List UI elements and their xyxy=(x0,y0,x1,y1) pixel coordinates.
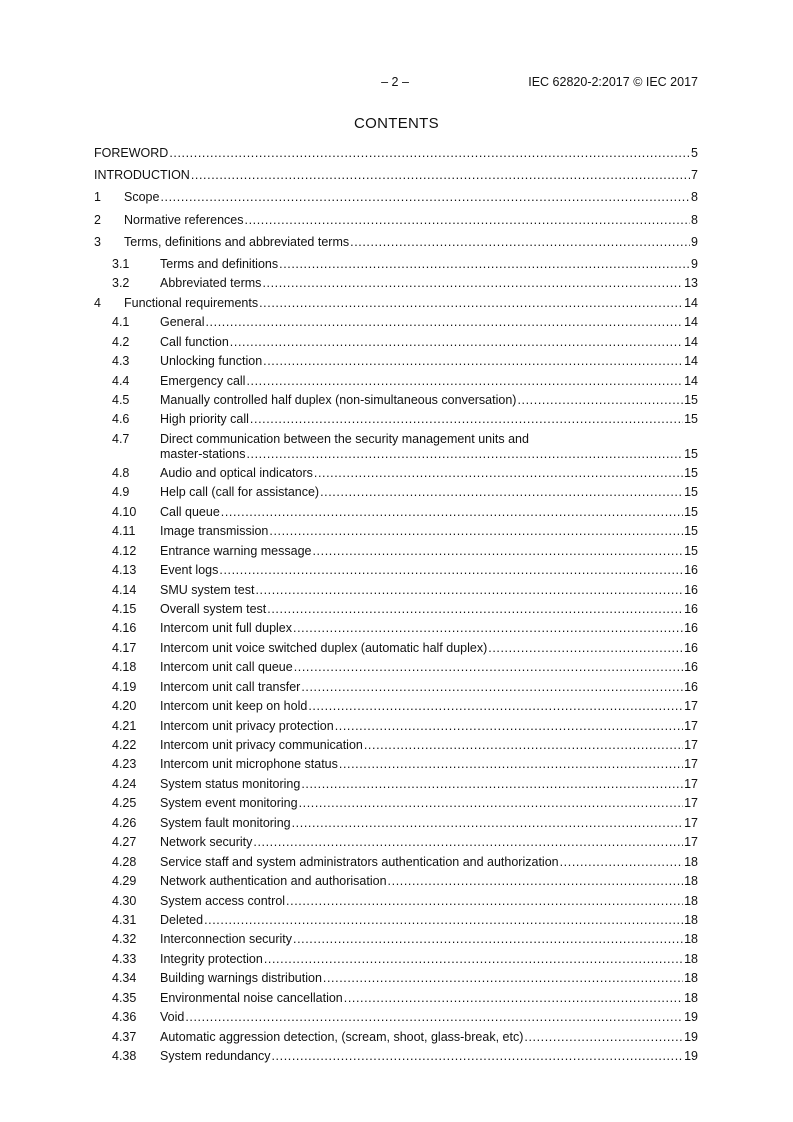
toc-entry[interactable] xyxy=(94,466,698,485)
toc-entry-body xyxy=(160,466,698,481)
toc-entry-body xyxy=(160,699,698,714)
toc-entry-page: 17 xyxy=(684,835,698,850)
toc-entry-number: 4.3 xyxy=(112,354,130,369)
table-of-contents xyxy=(94,146,698,1068)
toc-entry-number: 4.20 xyxy=(112,699,137,714)
toc-entry-title: Intercom unit call queue xyxy=(160,660,293,675)
toc-entry-title: Functional requirements xyxy=(124,295,259,310)
dot-leader xyxy=(160,190,690,205)
toc-entry-body xyxy=(160,894,698,909)
toc-entry-body xyxy=(160,485,698,500)
toc-entry[interactable] xyxy=(94,602,698,621)
toc-entry-page: 14 xyxy=(684,315,698,330)
toc-entry-title: Scope xyxy=(124,190,160,205)
toc-entry-page: 16 xyxy=(684,621,698,636)
toc-entry-number: 4.15 xyxy=(112,601,137,616)
toc-entry[interactable] xyxy=(94,354,698,373)
toc-entry-title: Intercom unit privacy communication xyxy=(160,738,363,752)
toc-entry-number: 3.2 xyxy=(112,276,130,291)
dot-leader xyxy=(255,583,683,598)
toc-entry-number: 4.29 xyxy=(112,874,137,889)
toc-entry-page: 9 xyxy=(691,256,698,271)
toc-entry-page: 18 xyxy=(684,893,698,908)
toc-entry-body xyxy=(160,680,698,695)
toc-entry-page: 9 xyxy=(691,234,698,249)
dot-leader xyxy=(269,524,683,539)
toc-entry[interactable] xyxy=(94,563,698,582)
dot-leader xyxy=(293,932,683,947)
toc-entry-title: Audio and optical indicators xyxy=(160,465,313,480)
toc-entry-body xyxy=(160,354,698,369)
toc-entry-title: FOREWORD xyxy=(94,146,169,160)
toc-entry-number: 4.31 xyxy=(112,912,137,927)
toc-entry-body xyxy=(124,235,698,250)
dot-leader xyxy=(312,544,683,559)
toc-entry-number: 4.19 xyxy=(112,679,137,694)
toc-entry-page: 18 xyxy=(684,951,698,966)
dot-leader xyxy=(219,563,683,578)
dot-leader xyxy=(259,296,683,311)
toc-entry[interactable] xyxy=(94,835,698,854)
toc-entry[interactable] xyxy=(94,485,698,504)
toc-entry-number: 4.34 xyxy=(112,971,137,986)
toc-entry-number: 4 xyxy=(94,295,101,310)
toc-entry-body xyxy=(124,190,698,205)
dot-leader xyxy=(344,991,683,1006)
dot-leader xyxy=(267,602,683,617)
toc-entry[interactable] xyxy=(94,913,698,932)
toc-entry-number: 3 xyxy=(94,234,101,249)
toc-entry[interactable] xyxy=(94,757,698,776)
dot-leader xyxy=(185,1010,683,1025)
toc-entry[interactable] xyxy=(94,874,698,893)
toc-entry-body xyxy=(160,1049,698,1064)
toc-entry-title: Intercom unit full duplex xyxy=(160,621,293,636)
toc-entry-number: 4.11 xyxy=(112,524,136,539)
toc-entry-page: 17 xyxy=(684,815,698,830)
toc-entry-body xyxy=(160,432,698,462)
dot-leader xyxy=(264,952,683,967)
toc-entry[interactable] xyxy=(94,190,698,212)
toc-entry-page: 17 xyxy=(684,776,698,791)
toc-entry-body xyxy=(160,835,698,850)
dot-leader xyxy=(488,641,683,656)
toc-entry[interactable] xyxy=(94,816,698,835)
toc-entry[interactable] xyxy=(94,777,698,796)
toc-entry-title: Abbreviated terms xyxy=(160,276,262,291)
toc-entry-number: 4.33 xyxy=(112,951,137,966)
toc-entry-title: Manually controlled half duplex (non-simultaneous conversation) xyxy=(160,393,517,407)
toc-entry-page: 16 xyxy=(684,582,698,597)
toc-entry-body xyxy=(160,738,698,753)
dot-leader xyxy=(314,466,683,481)
dot-leader xyxy=(205,315,683,330)
toc-entry-number: 4.9 xyxy=(112,485,130,500)
toc-entry-title: SMU system test xyxy=(160,582,255,597)
toc-entry-page: 17 xyxy=(684,757,698,772)
dot-leader xyxy=(293,621,683,636)
toc-entry-body xyxy=(160,971,698,986)
toc-entry-title: Terms and definitions xyxy=(160,256,279,271)
toc-entry-body xyxy=(160,544,698,559)
toc-entry-page: 5 xyxy=(691,146,698,160)
toc-entry-title: Service staff and system administrators authentication and authorization xyxy=(160,854,559,869)
toc-entry-number: 4.32 xyxy=(112,932,137,947)
toc-entry-number: 4.27 xyxy=(112,835,137,850)
toc-entry-page: 19 xyxy=(684,1049,698,1063)
toc-entry-number: 4.13 xyxy=(112,563,137,578)
toc-entry-title: Network authentication and authorisation xyxy=(160,874,387,889)
toc-entry-number: 4.5 xyxy=(112,393,130,407)
toc-entry-page: 14 xyxy=(684,373,698,388)
dot-leader xyxy=(301,777,683,792)
toc-entry[interactable] xyxy=(94,315,698,334)
toc-entry-title: master-stations xyxy=(160,446,246,461)
toc-entry[interactable] xyxy=(94,432,698,466)
toc-entry-page: 14 xyxy=(684,295,698,310)
toc-entry-body xyxy=(160,855,698,870)
dot-leader xyxy=(292,816,683,831)
toc-entry-title: Call function xyxy=(160,334,229,349)
toc-entry[interactable] xyxy=(94,146,698,168)
toc-entry-body xyxy=(160,777,698,792)
toc-entry-title: Void xyxy=(160,1010,185,1025)
toc-entry[interactable] xyxy=(94,952,698,971)
toc-entry-title: Help call (call for assistance) xyxy=(160,485,320,500)
toc-entry-page: 19 xyxy=(684,1010,698,1025)
toc-entry-number: 4.10 xyxy=(112,504,137,519)
dot-leader xyxy=(245,213,691,228)
toc-entry-body xyxy=(160,412,698,427)
toc-entry-body xyxy=(160,257,698,272)
toc-entry-body xyxy=(160,641,698,656)
toc-entry[interactable] xyxy=(94,583,698,602)
toc-entry[interactable] xyxy=(94,168,698,190)
toc-entry-body xyxy=(160,374,698,389)
toc-entry-page: 18 xyxy=(684,854,698,869)
toc-entry[interactable] xyxy=(94,641,698,660)
toc-entry-page: 16 xyxy=(684,660,698,675)
dot-leader xyxy=(279,257,690,272)
toc-entry-page: 18 xyxy=(684,971,698,986)
dot-leader xyxy=(169,146,690,161)
toc-entry-page: 8 xyxy=(691,212,698,227)
toc-entry[interactable] xyxy=(94,855,698,874)
toc-entry-page: 16 xyxy=(684,563,698,578)
toc-entry[interactable] xyxy=(94,680,698,699)
dot-leader xyxy=(271,1049,683,1064)
toc-entry-title: Interconnection security xyxy=(160,932,293,947)
toc-entry-page: 15 xyxy=(684,465,698,480)
dot-leader xyxy=(253,835,683,850)
toc-entry-title: Intercom unit microphone status xyxy=(160,757,338,772)
dot-leader xyxy=(286,894,683,909)
toc-entry[interactable] xyxy=(94,276,698,295)
toc-entry-body xyxy=(124,213,698,228)
dot-leader xyxy=(308,699,683,714)
toc-entry-title: General xyxy=(160,315,205,330)
toc-entry-title: System event monitoring xyxy=(160,796,298,811)
toc-entry[interactable] xyxy=(94,1049,698,1068)
toc-entry-page: 15 xyxy=(684,393,698,407)
toc-entry-title: Network security xyxy=(160,835,253,850)
toc-entry-page: 18 xyxy=(684,912,698,927)
toc-entry-page: 15 xyxy=(684,524,698,539)
toc-entry-body xyxy=(160,952,698,967)
toc-entry-body xyxy=(160,1010,698,1025)
toc-entry-page: 18 xyxy=(684,874,698,889)
toc-entry-number: 4.36 xyxy=(112,1010,137,1025)
toc-entry-body xyxy=(160,796,698,811)
toc-entry-page: 17 xyxy=(684,796,698,811)
toc-entry-body xyxy=(160,621,698,636)
toc-entry-body xyxy=(160,315,698,330)
toc-entry[interactable] xyxy=(94,393,698,412)
toc-entry[interactable] xyxy=(94,335,698,354)
toc-entry-title: System fault monitoring xyxy=(160,815,291,830)
toc-entry-page: 17 xyxy=(684,699,698,714)
toc-entry-number: 4.30 xyxy=(112,893,137,908)
toc-entry-page: 14 xyxy=(684,334,698,349)
toc-entry[interactable] xyxy=(94,738,698,757)
toc-entry-body xyxy=(160,505,698,520)
toc-entry[interactable] xyxy=(94,1010,698,1029)
toc-entry-body xyxy=(160,1030,698,1045)
toc-entry-number: 3.1 xyxy=(112,256,130,271)
dot-leader xyxy=(230,335,683,350)
toc-entry[interactable] xyxy=(94,1030,698,1049)
toc-entry[interactable] xyxy=(94,257,698,276)
toc-entry-title: System access control xyxy=(160,893,286,908)
toc-entry-number: 4.7 xyxy=(112,431,130,446)
toc-entry-body xyxy=(124,296,698,311)
toc-entry-page: 16 xyxy=(684,640,698,655)
dot-leader xyxy=(299,796,684,811)
toc-entry-body xyxy=(160,660,698,675)
toc-entry-title-line1: Direct communication between the security management units and xyxy=(160,431,529,446)
toc-entry-title: Integrity protection xyxy=(160,951,263,966)
toc-entry-page: 14 xyxy=(684,354,698,369)
dot-leader xyxy=(350,235,690,250)
toc-entry-number: 4.22 xyxy=(112,738,137,752)
toc-entry-title: INTRODUCTION xyxy=(94,168,190,183)
toc-entry-number: 4.21 xyxy=(112,718,137,733)
toc-entry-page: 18 xyxy=(684,932,698,947)
toc-entry-body xyxy=(160,276,698,291)
toc-entry-page: 18 xyxy=(684,990,698,1005)
toc-entry-number: 4.2 xyxy=(112,334,130,349)
dot-leader xyxy=(191,168,690,183)
toc-entry-body xyxy=(160,991,698,1006)
toc-entry-title: Image transmission xyxy=(160,524,269,539)
toc-entry-body xyxy=(160,874,698,889)
dot-leader xyxy=(294,660,683,675)
toc-entry-page: 17 xyxy=(684,738,698,752)
toc-entry-number: 4.35 xyxy=(112,990,137,1005)
toc-entry-title: Intercom unit voice switched duplex (automatic half duplex) xyxy=(160,640,488,655)
dot-leader xyxy=(517,393,683,408)
toc-entry-page: 15 xyxy=(684,446,698,461)
toc-entry[interactable] xyxy=(94,932,698,951)
toc-entry-body xyxy=(160,757,698,772)
dot-leader xyxy=(301,680,683,695)
toc-entry-number: 4.14 xyxy=(112,582,137,597)
dot-leader xyxy=(339,757,683,772)
toc-entry-page: 16 xyxy=(684,601,698,616)
toc-entry-number: 4.12 xyxy=(112,543,137,558)
toc-entry-number: 4.38 xyxy=(112,1049,137,1063)
dot-leader xyxy=(524,1030,683,1045)
toc-entry-title: System status monitoring xyxy=(160,776,301,791)
toc-entry-page: 13 xyxy=(684,276,698,291)
toc-entry-page: 15 xyxy=(684,485,698,500)
toc-entry-number: 4.1 xyxy=(112,315,130,330)
dot-leader xyxy=(320,485,683,500)
dot-leader xyxy=(262,276,683,291)
dot-leader xyxy=(335,719,683,734)
toc-entry-body xyxy=(160,583,698,598)
toc-entry-page: 17 xyxy=(684,718,698,733)
toc-entry-body xyxy=(160,932,698,947)
toc-entry-body xyxy=(160,816,698,831)
toc-entry-body xyxy=(160,719,698,734)
toc-entry-page: 15 xyxy=(684,543,698,558)
toc-entry-title: Intercom unit privacy protection xyxy=(160,718,334,733)
dot-leader xyxy=(263,354,683,369)
toc-entry-number: 4.28 xyxy=(112,854,137,869)
toc-entry-title: Intercom unit call transfer xyxy=(160,679,301,694)
toc-entry-page: 16 xyxy=(684,679,698,694)
toc-entry[interactable] xyxy=(94,796,698,815)
toc-entry-title: Unlocking function xyxy=(160,354,263,369)
toc-entry-number: 4.16 xyxy=(112,621,137,636)
toc-entry[interactable] xyxy=(94,412,698,431)
standard-reference-header: IEC 62820-2:2017 © IEC 2017 xyxy=(528,75,698,89)
toc-entry-number: 4.25 xyxy=(112,796,137,811)
toc-entry[interactable] xyxy=(94,213,698,235)
toc-entry[interactable] xyxy=(94,621,698,640)
toc-entry-number: 4.37 xyxy=(112,1029,137,1044)
toc-entry-body xyxy=(94,146,698,161)
toc-entry[interactable] xyxy=(94,971,698,990)
toc-entry-number: 2 xyxy=(94,212,101,227)
toc-entry-body xyxy=(94,168,698,183)
dot-leader xyxy=(388,874,684,889)
toc-entry-page: 15 xyxy=(684,504,698,519)
toc-entry-number: 4.4 xyxy=(112,373,130,388)
toc-entry-title: Call queue xyxy=(160,504,220,519)
toc-entry-body xyxy=(160,913,698,928)
toc-entry-title: System redundancy xyxy=(160,1049,271,1063)
toc-entry-number: 1 xyxy=(94,190,101,205)
toc-entry[interactable] xyxy=(94,894,698,913)
toc-entry-title: Entrance warning message xyxy=(160,543,312,558)
toc-entry-page: 7 xyxy=(691,168,698,183)
toc-entry[interactable] xyxy=(94,374,698,393)
toc-entry-body xyxy=(160,524,698,539)
toc-entry-title: Normative references xyxy=(124,212,244,227)
toc-entry[interactable] xyxy=(94,524,698,543)
toc-entry-title: Event logs xyxy=(160,563,219,578)
toc-entry-title: Environmental noise cancellation xyxy=(160,990,343,1005)
toc-entry-title: High priority call xyxy=(160,412,249,427)
dot-leader xyxy=(364,738,683,753)
toc-entry[interactable] xyxy=(94,991,698,1010)
toc-entry-page: 19 xyxy=(684,1029,698,1044)
dot-leader xyxy=(246,447,683,462)
toc-entry-page: 15 xyxy=(684,412,698,427)
dot-leader xyxy=(250,412,683,427)
toc-entry[interactable] xyxy=(94,296,698,315)
page-number-header: – 2 – xyxy=(381,75,409,89)
toc-entry[interactable] xyxy=(94,544,698,563)
toc-entry-number: 4.24 xyxy=(112,776,137,791)
toc-entry-body xyxy=(160,393,698,408)
toc-entry-number: 4.8 xyxy=(112,465,130,480)
toc-entry-body xyxy=(160,602,698,617)
toc-entry[interactable] xyxy=(94,505,698,524)
dot-leader xyxy=(221,505,683,520)
toc-entry-body xyxy=(160,563,698,578)
dot-leader xyxy=(323,971,683,986)
dot-leader xyxy=(560,855,683,870)
toc-entry-page: 8 xyxy=(691,190,698,205)
toc-entry[interactable] xyxy=(94,699,698,718)
toc-entry-title: Automatic aggression detection, (scream, shoot, glass-break, etc) xyxy=(160,1029,524,1044)
toc-entry-title: Emergency call xyxy=(160,373,246,388)
toc-entry-title: Building warnings distribution xyxy=(160,971,322,986)
toc-entry-title: Deleted xyxy=(160,912,204,927)
toc-entry-title: Intercom unit keep on hold xyxy=(160,699,308,714)
toc-entry-number: 4.18 xyxy=(112,660,137,675)
toc-entry-body xyxy=(160,335,698,350)
contents-title: CONTENTS xyxy=(354,115,439,132)
toc-entry-number: 4.23 xyxy=(112,757,137,772)
toc-entry-title: Terms, definitions and abbreviated terms xyxy=(124,234,350,249)
toc-entry-number: 4.6 xyxy=(112,412,130,427)
dot-leader xyxy=(246,374,683,389)
toc-entry[interactable] xyxy=(94,660,698,679)
toc-entry-number: 4.26 xyxy=(112,815,137,830)
toc-entry-number: 4.17 xyxy=(112,640,137,655)
toc-entry[interactable] xyxy=(94,719,698,738)
toc-entry-title: Overall system test xyxy=(160,601,267,616)
toc-entry[interactable] xyxy=(94,235,698,257)
dot-leader xyxy=(204,913,683,928)
